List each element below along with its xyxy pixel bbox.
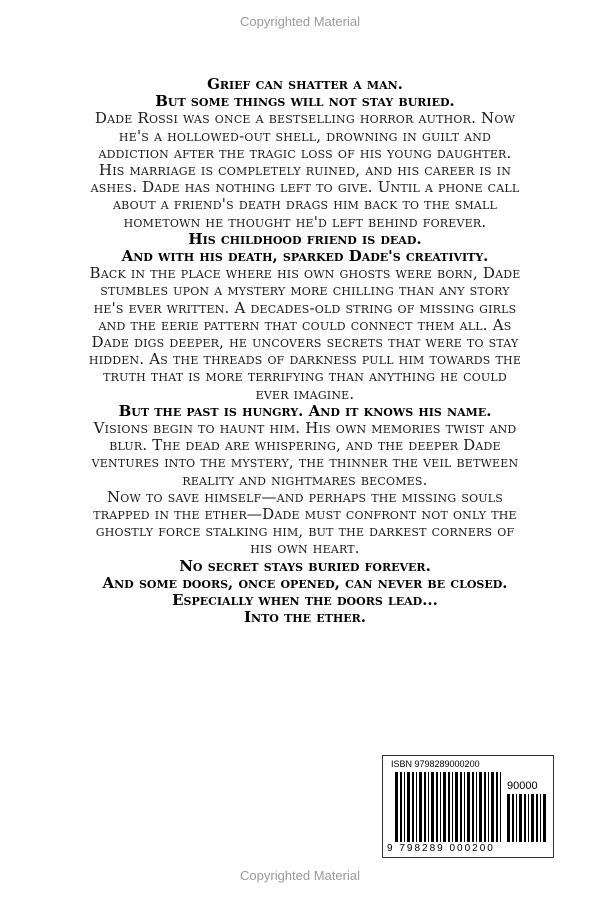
blurb-body-line: ashes. Dade has nothing left to give. Until a phone call [90, 178, 520, 197]
blurb-heading-line: And with his death, sparked Dade's creativity. [121, 247, 489, 266]
barcode-bar [424, 772, 426, 842]
price-code: 90000 [507, 780, 538, 792]
blurb-heading-line: And some doors, once opened, can never be closed. [102, 573, 508, 592]
barcode-bar [455, 772, 458, 842]
blurb-body-line: he's a hollowed-out shell, drowning in guilt and [118, 126, 492, 145]
blurb-body-line: Back in the place where his own ghosts were born, Dade [89, 264, 521, 283]
barcode-bar [440, 772, 441, 842]
barcode-bar [472, 772, 474, 842]
barcode-bar [496, 772, 498, 842]
blurb-body-line: Now to save himself—and perhaps the missing souls [106, 487, 504, 506]
blurb-heading-line: But the past is hungry. And it knows his name. [118, 401, 492, 420]
blurb-body-line: ventures into the mystery, the thinner the veil between [91, 453, 519, 472]
barcode-bar [500, 772, 501, 842]
blurb-heading-line: No secret stays buried forever. [179, 556, 431, 575]
blurb-body-line: hidden. As the threads of darkness pull him towards the [88, 350, 522, 369]
barcode-bar [467, 772, 470, 842]
blurb-body-line: ghostly force stalking him, but the darkest corners of [95, 522, 515, 541]
blurb-heading-line: Especially when the doors lead... [172, 591, 438, 610]
barcode-bar [507, 794, 510, 842]
barcode-bar [516, 794, 517, 842]
blurb-heading-line: Into the ether. [244, 608, 366, 627]
barcode-bar [540, 794, 541, 842]
barcode-bar [412, 772, 414, 842]
blurb-text [60, 76, 550, 627]
barcode-bar [484, 772, 486, 842]
barcode-bar [531, 794, 534, 842]
blurb-body-line: about a friend's death drags him back to the small [112, 195, 498, 214]
blurb-body-line: Dade digs deeper, he uncovers secrets that were to stay [91, 333, 519, 352]
blurb-body-line: His marriage is completely ruined, and his career is in [98, 161, 512, 180]
blurb-heading-line: Grief can shatter a man. [207, 75, 403, 93]
barcode-bar [519, 794, 522, 842]
blurb-body-line: stumbles upon a mystery more chilling than any story [100, 281, 510, 300]
isbn-label: ISBN 9798289000200 [391, 759, 480, 769]
copyright-watermark-bottom: Copyrighted Material [240, 868, 360, 883]
barcode-bar [395, 772, 398, 842]
blurb-body-line: truth that is more terrifying than anything he could [103, 367, 507, 386]
barcode-bar [452, 772, 453, 842]
barcode-bar [512, 794, 514, 842]
blurb-body-line: he's ever written. A decades-old string of missing girls [93, 298, 517, 317]
barcode-bar [464, 772, 465, 842]
barcode-bar [543, 794, 546, 842]
barcode-bar [528, 794, 529, 842]
barcode-bar [448, 772, 450, 842]
barcode-bar [407, 772, 410, 842]
barcode-bar [416, 772, 417, 842]
blurb-body-line: Dade Rossi was once a bestselling horror author. Now [94, 109, 516, 128]
blurb-body-line: Visions begin to haunt him. His own memories twist and [93, 419, 517, 438]
blurb-body-line: addiction after the tragic loss of his young daughter. [98, 143, 512, 162]
barcode-bar [479, 772, 482, 842]
blurb-body-line: hometown he thought he'd left behind forever. [123, 212, 487, 231]
barcode-bar [476, 772, 477, 842]
blurb-body-line: trapped in the ether—Dade must confront not only the [93, 505, 517, 524]
blurb-heading-line: His childhood friend is dead. [188, 229, 422, 248]
barcode-bar [488, 772, 489, 842]
barcode-bar [436, 772, 438, 842]
barcode-bar [419, 772, 422, 842]
blurb-body-line: his own heart. [250, 539, 360, 558]
barcode-bar [460, 772, 462, 842]
blurb-heading-line: But some things will not stay buried. [155, 92, 455, 111]
blurb-body-line: and the eerie pattern that could connect them all. As [98, 315, 512, 334]
isbn-barcode [382, 755, 554, 858]
barcode-bar [400, 772, 402, 842]
barcode-bar [524, 794, 526, 842]
barcode-bar [431, 772, 434, 842]
barcode-bar [491, 772, 494, 842]
barcode-bar [536, 794, 538, 842]
blurb-body-line: blur. The dead are whispering, and the deeper Dade [109, 436, 501, 455]
blurb-body-line: reality and nightmares becomes. [182, 470, 428, 489]
barcode-digits: 9 798289 000200 [387, 843, 495, 854]
barcode-bar [428, 772, 429, 842]
copyright-watermark-top: Copyrighted Material [240, 14, 360, 29]
blurb-body-line: ever imagine. [255, 384, 355, 403]
barcode-bar [404, 772, 405, 842]
barcode-bar [443, 772, 446, 842]
